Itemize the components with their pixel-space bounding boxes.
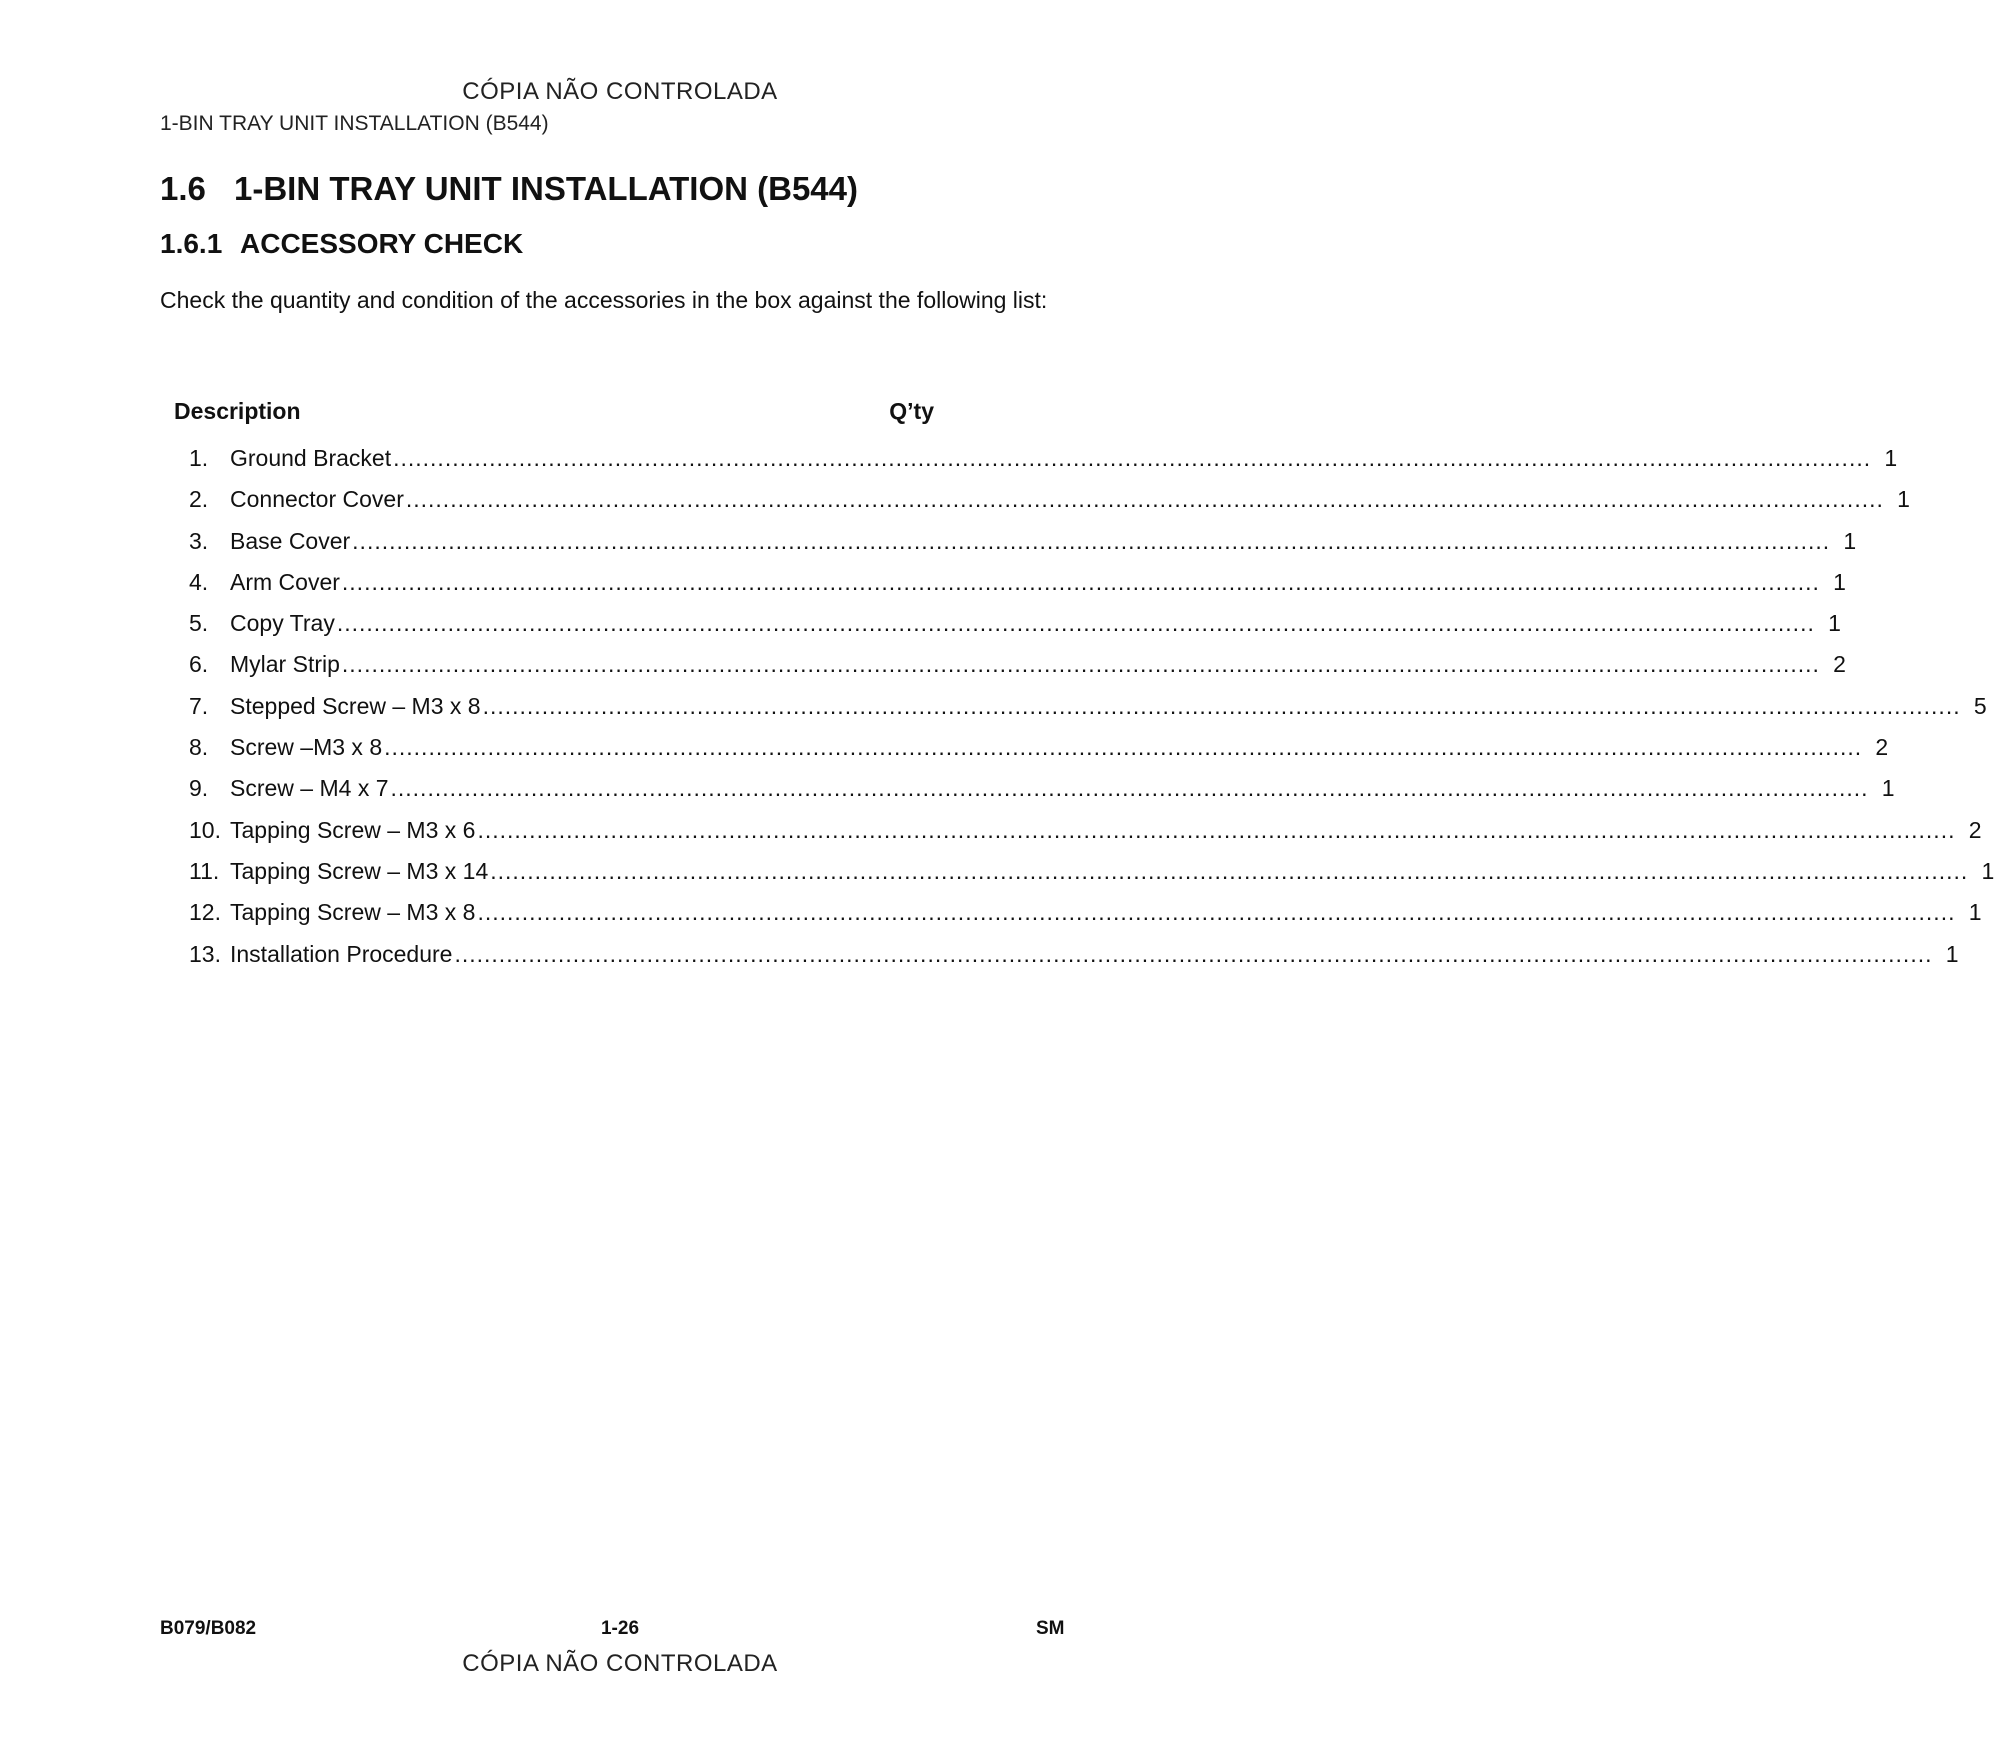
watermark-top: CÓPIA NÃO CONTROLADA xyxy=(462,78,778,105)
item-description: Ground Bracket xyxy=(230,445,392,471)
item-qty: 1 xyxy=(1945,940,1959,967)
footer-manual-code: SM xyxy=(1036,1618,1065,1639)
subsection-heading xyxy=(160,228,523,260)
list-item xyxy=(189,527,1857,568)
item-number: 1. xyxy=(189,445,209,471)
subsection-number: 1.6.1 xyxy=(160,228,223,259)
item-description: Tapping Screw – M3 x 6 xyxy=(230,816,476,843)
section-heading xyxy=(160,170,858,208)
list-item xyxy=(189,568,1846,609)
footer-model: B079/B082 xyxy=(160,1618,257,1639)
dot-leader: ........................................................................................................................................................................................................ xyxy=(341,651,1820,678)
item-qty: 2 xyxy=(1968,816,1982,843)
item-qty: 1 xyxy=(1833,568,1846,595)
item-qty: 1 xyxy=(1897,486,1910,513)
list-item xyxy=(189,940,1959,981)
item-description: Installation Procedure xyxy=(230,940,453,967)
item-number: 9. xyxy=(189,775,209,802)
accessory-list-header xyxy=(174,398,934,425)
item-number: 12. xyxy=(189,899,221,926)
item-number: 4. xyxy=(189,568,209,595)
item-number: 3. xyxy=(189,527,209,554)
list-item xyxy=(189,898,1982,939)
item-qty: 1 xyxy=(1968,899,1982,926)
list-item xyxy=(189,692,1987,733)
description-column-header: Description xyxy=(174,398,301,424)
item-number: 7. xyxy=(189,692,209,719)
item-number: 10. xyxy=(189,816,221,843)
item-qty: 1 xyxy=(1981,857,1994,884)
dot-leader: ........................................................................................................................................................................................................ xyxy=(393,445,1872,471)
item-qty: 2 xyxy=(1875,734,1889,761)
item-description: Copy Tray xyxy=(230,610,335,637)
item-number: 5. xyxy=(189,610,209,637)
section-title: 1-BIN TRAY UNIT INSTALLATION (B544) xyxy=(234,170,858,207)
running-header: 1-BIN TRAY UNIT INSTALLATION (B544) xyxy=(160,112,549,135)
list-item xyxy=(189,444,1898,485)
dot-leader: ........................................................................................................................................................................................................ xyxy=(390,775,1869,802)
dot-leader: ........................................................................................................................................................................................................ xyxy=(454,940,1933,967)
list-item xyxy=(189,485,1910,526)
list-item xyxy=(189,774,1895,815)
item-description: Arm Cover xyxy=(230,568,340,595)
footer-page-number: 1-26 xyxy=(600,1618,640,1639)
item-description: Connector Cover xyxy=(230,486,404,513)
dot-leader: ........................................................................................................................................................................................................ xyxy=(384,734,1863,761)
item-description: Tapping Screw – M3 x 14 xyxy=(230,857,489,884)
item-description: Stepped Screw – M3 x 8 xyxy=(230,692,481,719)
list-item xyxy=(189,733,1889,774)
item-description: Screw – M4 x 7 xyxy=(230,775,389,802)
list-item xyxy=(189,816,1982,857)
intro-paragraph: Check the quantity and condition of the accessories in the box against the following list: xyxy=(160,287,1048,313)
item-qty: 1 xyxy=(1828,610,1841,637)
item-qty: 1 xyxy=(1881,775,1895,802)
list-item xyxy=(189,609,1841,650)
item-qty: 1 xyxy=(1884,445,1898,471)
item-number: 13. xyxy=(189,940,221,967)
list-item xyxy=(189,650,1846,691)
dot-leader: ........................................................................................................................................................................................................ xyxy=(405,486,1884,513)
dot-leader: ........................................................................................................................................................................................................ xyxy=(477,899,1956,926)
item-description: Mylar Strip xyxy=(230,651,340,678)
dot-leader: ........................................................................................................................................................................................................ xyxy=(477,816,1956,843)
item-qty: 1 xyxy=(1843,527,1857,554)
item-description: Base Cover xyxy=(230,527,351,554)
dot-leader: ........................................................................................................................................................................................................ xyxy=(352,527,1831,554)
accessory-list xyxy=(189,444,1994,981)
section-number: 1.6 xyxy=(160,170,206,207)
item-description: Tapping Screw – M3 x 8 xyxy=(230,899,476,926)
dot-leader: ........................................................................................................................................................................................................ xyxy=(490,857,1969,884)
list-item xyxy=(189,857,1994,898)
item-qty: 2 xyxy=(1833,651,1846,678)
item-number: 2. xyxy=(189,486,209,513)
dot-leader: ........................................................................................................................................................................................................ xyxy=(482,692,1961,719)
item-number: 6. xyxy=(189,651,209,678)
item-description: Screw –M3 x 8 xyxy=(230,734,383,761)
qty-column-header: Q’ty xyxy=(889,398,934,424)
subsection-title: ACCESSORY CHECK xyxy=(240,228,524,259)
dot-leader: ........................................................................................................................................................................................................ xyxy=(336,610,1815,637)
dot-leader: ........................................................................................................................................................................................................ xyxy=(341,568,1820,595)
item-qty: 5 xyxy=(1973,692,1987,719)
watermark-bottom: CÓPIA NÃO CONTROLADA xyxy=(462,1650,778,1677)
item-number: 8. xyxy=(189,734,209,761)
item-number: 11. xyxy=(189,857,220,884)
